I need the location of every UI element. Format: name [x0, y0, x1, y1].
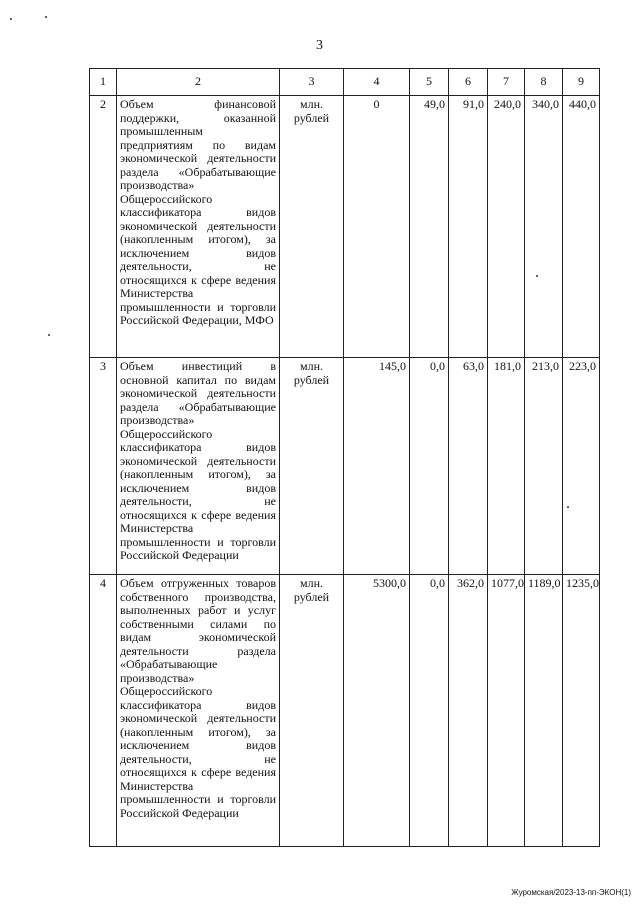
table-row: [90, 575, 600, 847]
value-cell: 5300,0: [344, 575, 410, 847]
value-cell: 1077,0: [488, 575, 525, 847]
row-unit: млн. рублей: [280, 96, 344, 358]
row-description: Объем инвестиций в основной капитал по видам экономической деятельности раздела «Обрабатывающие производства» Общероссийского классификатора видов экономической деятельности (накопленным итогом), за исключением видов деятельности, не относящихся к сфере ведения Министерства промышленности и торговли Российской Федерации: [117, 358, 280, 575]
row-number: 3: [90, 358, 117, 575]
value-cell: 63,0: [449, 358, 488, 575]
value-cell: 362,0: [449, 575, 488, 847]
header-cell: 8: [525, 69, 563, 96]
scan-speck: [567, 506, 569, 508]
indicators-table: [89, 68, 600, 847]
row-description: Объем отгруженных товаров собственного производства, выполненных работ и услуг собственными силами по видам экономической деятельности раздела «Обрабатывающие производства» Общероссийского классификатора видов экономической деятельности (накопленным итогом), за исключением видов деятельности, не относящихся к сфере ведения Министерства промышленности и торговли Российской Федерации: [117, 575, 280, 847]
value-cell: 240,0: [488, 96, 525, 358]
header-cell: 1: [90, 69, 117, 96]
row-number: 4: [90, 575, 117, 847]
value-cell: 440,0: [563, 96, 600, 358]
header-cell: 3: [280, 69, 344, 96]
value-cell: 340,0: [525, 96, 563, 358]
row-unit: млн. рублей: [280, 358, 344, 575]
header-cell: 9: [563, 69, 600, 96]
page-number: 3: [316, 38, 323, 53]
value-cell: 91,0: [449, 96, 488, 358]
value-cell: 0: [344, 96, 410, 358]
scan-speck: [10, 18, 12, 20]
value-cell: 1189,0: [525, 575, 563, 847]
row-description: Объем финансовой поддержки, оказанной промышленным предприятиям по видам экономической деятельности раздела «Обрабатывающие производства» Общероссийского классификатора видов экономической деятельности (накопленным итогом), за исключением видов деятельности, не относящихся к сфере ведения Министерства промышленности и торговли Российской Федерации, МФО: [117, 96, 280, 358]
value-cell: 181,0: [488, 358, 525, 575]
value-cell: 49,0: [410, 96, 449, 358]
table-row: [90, 96, 600, 358]
header-cell: 4: [344, 69, 410, 96]
value-cell: 1235,0: [563, 575, 600, 847]
value-cell: 0,0: [410, 358, 449, 575]
scan-speck: [536, 275, 538, 277]
value-cell: 0,0: [410, 575, 449, 847]
header-cell: 5: [410, 69, 449, 96]
scan-speck: [48, 334, 50, 336]
document-stamp: Журомская/2023-13-пп-ЭКОН(1): [511, 888, 631, 897]
header-cell: 7: [488, 69, 525, 96]
value-cell: 213,0: [525, 358, 563, 575]
value-cell: 145,0: [344, 358, 410, 575]
header-cell: 2: [117, 69, 280, 96]
row-number: 2: [90, 96, 117, 358]
row-unit: млн. рублей: [280, 575, 344, 847]
value-cell: 223,0: [563, 358, 600, 575]
header-cell: 6: [449, 69, 488, 96]
scan-speck: [45, 16, 47, 18]
table-header-row: [90, 69, 600, 96]
table-row: [90, 358, 600, 575]
